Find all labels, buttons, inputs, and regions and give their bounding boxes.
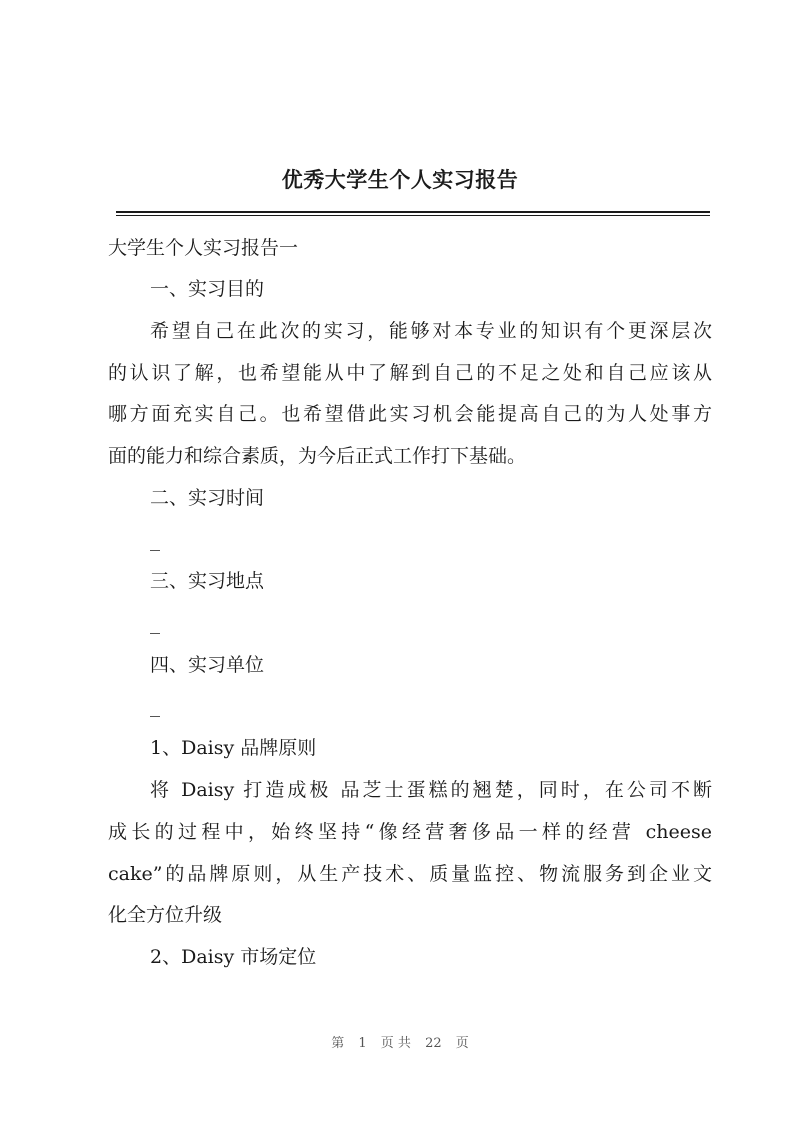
footer-label-pages: 页	[455, 1036, 469, 1051]
paragraph-line: 将 Daisy 打造成极 品芝士蛋糕的翘楚，同时，在公司不断	[150, 779, 712, 801]
blank-placeholder	[150, 633, 160, 634]
footer-current-page: 1	[358, 1036, 367, 1051]
footer-total-pages: 22	[425, 1036, 442, 1051]
blank-placeholder	[150, 716, 160, 717]
heading-internship-time: 二、实习时间	[150, 487, 265, 509]
paragraph-line: 希望自己在此次的实习，能够对本专业的知识有个更深层次	[150, 320, 712, 342]
heading-internship-purpose: 一、实习目的	[150, 278, 265, 300]
footer-label-page: 第	[331, 1036, 345, 1051]
section-heading-report-one: 大学生个人实习报告一	[108, 237, 299, 259]
title-divider-thin	[116, 215, 710, 216]
page-footer	[0, 1032, 800, 1051]
heading-internship-location: 三、实习地点	[150, 570, 265, 592]
paragraph-line: 面的能力和综合素质，为今后正式工作打下基础。	[108, 445, 527, 467]
subheading-market-positioning: 2、Daisy 市场定位	[150, 946, 317, 968]
document-title: 优秀大学生个人实习报告	[281, 167, 519, 192]
title-divider	[116, 211, 710, 213]
subheading-brand-principle: 1、Daisy 品牌原则	[150, 737, 317, 759]
heading-internship-unit: 四、实习单位	[150, 654, 265, 676]
blank-placeholder	[150, 550, 160, 551]
footer-label-of: 页 共	[380, 1036, 411, 1051]
paragraph-line: 哪方面充实自己。也希望借此实习机会能提高自己的为人处事方	[108, 403, 712, 425]
paragraph-line: cake”的品牌原则，从生产技术、质量监控、物流服务到企业文	[108, 863, 712, 885]
paragraph-line: 的认识了解，也希望能从中了解到自己的不足之处和自己应该从	[108, 362, 712, 384]
paragraph-line: 化全方位升级	[108, 904, 223, 926]
paragraph-line: 成长的过程中，始终坚持“像经营奢侈品一样的经营 cheese	[108, 821, 712, 843]
